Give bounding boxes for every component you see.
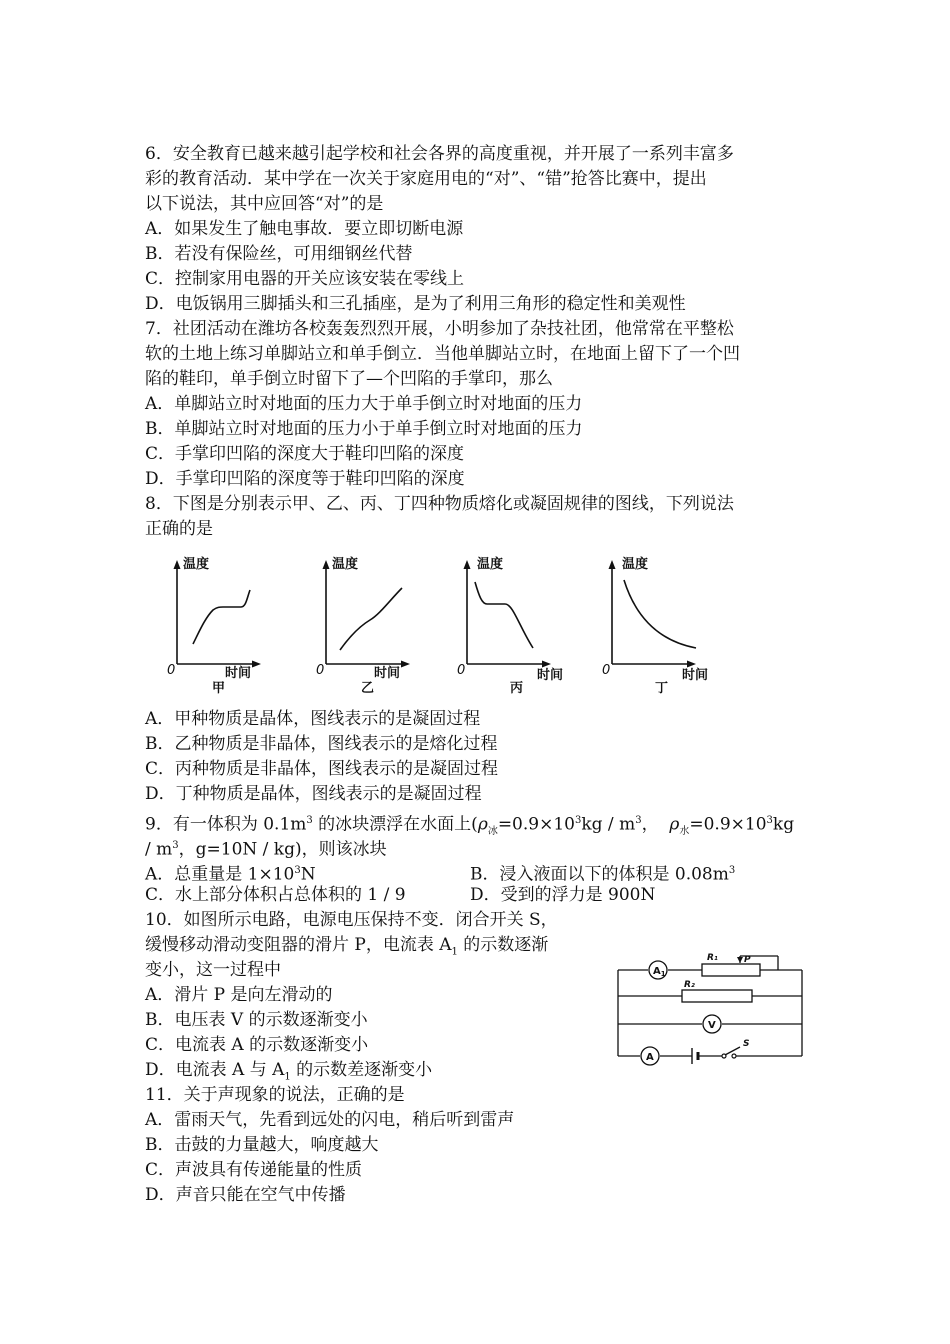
q11-option-d: D．声音只能在空气中传播	[145, 1185, 346, 1205]
graph-jia-caption: 甲	[212, 681, 226, 696]
graph-ding-caption: 丁	[655, 681, 669, 696]
graph-bing-xlabel: 时间	[537, 668, 564, 683]
graph-yi	[314, 552, 459, 702]
graph-ding-origin: 0	[602, 663, 611, 678]
q8-option-a: A．甲种物质是晶体，图线表示的是凝固过程	[145, 709, 481, 729]
q9-option-b: B．浸入液面以下的体积是 $0.08m^3$	[470, 864, 736, 885]
q8-stem-line2: 正确的是	[145, 519, 213, 539]
q8-option-c: C．丙种物质是非晶体，图线表示的是凝固过程	[145, 759, 499, 779]
graph-yi-curve	[340, 588, 402, 650]
graph-ding-ylabel: 温度	[622, 557, 649, 572]
q6-stem-line2: 彩的教育活动．某中学在一次关于家庭用电的“对”、“错”抢答比赛中，提出	[145, 169, 707, 189]
ammeter-a1-label: $A_1$	[653, 966, 666, 978]
q9-stem-line1: 9．有一体积为 $0.1m^3$ 的冰块漂浮在水面上($\rho_冰=0.9\times 10^3kg / m^3$， $\rho_水=0.9\times 10^3kg$	[145, 814, 795, 838]
q6-option-d: D．电饭锅用三脚插头和三孔插座，是为了利用三角形的稳定性和美观性	[145, 294, 686, 314]
graph-bing-caption: 丙	[510, 681, 524, 696]
q6-option-a: A．如果发生了触电事故．要立即切断电源	[145, 219, 464, 239]
graph-yi-xlabel: 时间	[374, 666, 401, 681]
q11-option-b: B．击鼓的力量越大，响度越大	[145, 1135, 379, 1155]
q7-option-c: C．手掌印凹陷的深度大于鞋印凹陷的深度	[145, 444, 465, 464]
graph-bing-ylabel: 温度	[477, 557, 504, 572]
q10-stem-line2: 缓慢移动滑动变阻器的滑片 P，电流表 $A_1$ 的示数逐渐	[145, 935, 549, 958]
q11-option-a: A．雷雨天气，先看到远处的闪电，稍后听到雷声	[145, 1110, 515, 1130]
graph-ding-curve	[624, 580, 696, 648]
circuit-diagram	[612, 938, 812, 1070]
q7-option-b: B．单脚站立时对地面的压力小于单手倒立时对地面的压力	[145, 419, 583, 439]
graph-yi-caption: 乙	[361, 681, 375, 696]
graph-jia-origin: 0	[167, 663, 176, 678]
q9-option-c: C．水上部分体积占总体积的 1 / 9	[145, 885, 406, 905]
q7-option-d: D．手掌印凹陷的深度等于鞋印凹陷的深度	[145, 469, 465, 489]
q8-option-d: D．丁种物质是晶体，图线表示的是凝固过程	[145, 784, 482, 804]
resistor-r2-label: R₂	[684, 980, 695, 990]
q10-option-c: C．电流表 A 的示数逐渐变小	[145, 1035, 369, 1055]
q7-option-a: A．单脚站立时对地面的压力大于单手倒立时对地面的压力	[145, 394, 583, 414]
q11-option-c: C．声波具有传递能量的性质	[145, 1160, 363, 1180]
graph-bing-origin: 0	[457, 663, 466, 678]
graph-jia-curve	[193, 590, 250, 644]
q8-option-b: B．乙种物质是非晶体，图线表示的是熔化过程	[145, 734, 498, 754]
q6-stem-line1: 6．安全教育已越来越引起学校和社会各界的高度重视，并开展了一系列丰富多	[145, 144, 734, 164]
q10-stem-line3: 变小，这一过程中	[145, 960, 281, 980]
q7-stem-line2: 软的土地上练习单脚站立和单手倒立．当他单脚站立时，在地面上留下了一个凹	[145, 344, 740, 364]
graph-bing	[455, 552, 600, 702]
resistor-r1-label: R₁	[707, 953, 718, 963]
switch-s-label: S	[743, 1039, 750, 1049]
ammeter-a-label: A	[646, 1052, 654, 1063]
graph-jia-xlabel: 时间	[225, 666, 252, 681]
q6-option-c: C．控制家用电器的开关应该安装在零线上	[145, 269, 465, 289]
graph-ding-xlabel: 时间	[682, 668, 709, 683]
q10-option-a: A．滑片 P 是向左滑动的	[145, 985, 333, 1005]
q9-stem-line2: / $m^3$，g=10N / kg)，则该冰块	[145, 839, 387, 860]
graph-ding	[600, 552, 745, 702]
graph-jia	[165, 552, 310, 702]
q8-stem-line1: 8．下图是分别表示甲、乙、丙、丁四种物质熔化或凝固规律的图线，下列说法	[145, 494, 734, 514]
q9-option-d: D．受到的浮力是 900N	[470, 885, 656, 905]
q10-option-d: D．电流表 A 与 $A_1$ 的示数差逐渐变小	[145, 1060, 433, 1083]
q6-option-b: B．若没有保险丝，可用细钢丝代替	[145, 244, 413, 264]
graph-jia-ylabel: 温度	[183, 557, 210, 572]
graph-bing-curve	[475, 582, 533, 648]
q7-stem-line1: 7．社团活动在潍坊各校轰轰烈烈开展，小明参加了杂技社团，他常常在平整松	[145, 319, 734, 339]
q7-stem-line3: 陷的鞋印，单手倒立时留下了—个凹陷的手掌印，那么	[145, 369, 553, 389]
q6-stem-line3: 以下说法，其中应回答“对”的是	[145, 194, 384, 214]
q10-stem-line1: 10．如图所示电路，电源电压保持不变．闭合开关 S，	[145, 910, 558, 930]
graph-yi-origin: 0	[316, 663, 325, 678]
graph-yi-ylabel: 温度	[332, 557, 359, 572]
slider-p-label: P	[744, 955, 751, 965]
q10-option-b: B．电压表 V 的示数逐渐变小	[145, 1010, 368, 1030]
q11-stem: 11．关于声现象的说法，正确的是	[145, 1085, 405, 1105]
q9-option-a: A．总重量是 $1\times 10^3N$	[145, 864, 316, 885]
voltmeter-label: V	[708, 1020, 716, 1031]
